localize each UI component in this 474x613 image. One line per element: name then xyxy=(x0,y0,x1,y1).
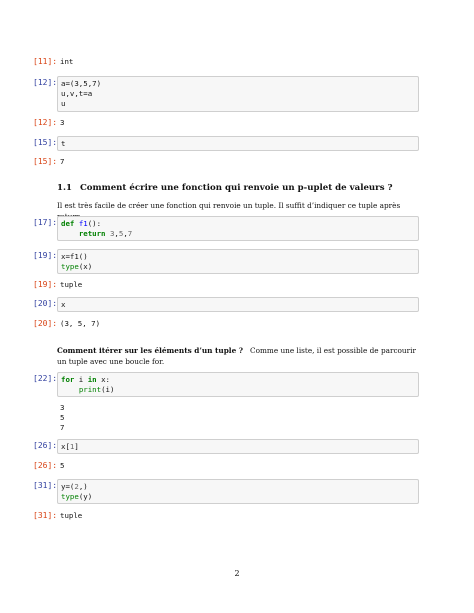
output-cell xyxy=(33,57,419,69)
code-editor[interactable] xyxy=(57,216,419,241)
code-editor[interactable] xyxy=(57,249,419,274)
input-prompt: [19]: xyxy=(33,251,58,260)
code-editor[interactable] xyxy=(57,297,419,312)
section-number: 1.1 xyxy=(57,183,72,193)
paragraph-text: Comme une liste, il est possible de parcourir un tuple avec une boucle for. xyxy=(57,346,416,366)
return-values: 3 xyxy=(109,229,115,238)
code-cell[interactable] xyxy=(33,439,419,454)
paragraph xyxy=(57,345,419,367)
code-line: x[1] xyxy=(61,442,79,451)
code-line: def f1(): xyxy=(61,219,102,228)
code-line: a=(3,5,7) xyxy=(61,79,102,88)
code-cell[interactable] xyxy=(33,479,419,504)
code-line: x xyxy=(61,300,66,309)
output-text: tuple xyxy=(60,511,83,520)
code-editor[interactable] xyxy=(57,372,419,397)
input-prompt: [31]: xyxy=(33,481,58,490)
code-line: for i in x: xyxy=(61,375,110,384)
input-prompt: [12]: xyxy=(33,78,58,87)
code-line: print(i) xyxy=(78,385,115,394)
output-cell xyxy=(33,511,419,523)
output-prompt: [11]: xyxy=(33,57,58,66)
builtin-print: print xyxy=(78,385,102,394)
code-line: return 3,5,7 xyxy=(78,229,133,238)
output-prompt: [31]: xyxy=(33,511,58,520)
code-editor[interactable] xyxy=(57,76,419,112)
output-prompt: [20]: xyxy=(33,319,58,328)
code-editor[interactable] xyxy=(57,136,419,151)
keyword-return: return xyxy=(78,229,106,238)
code-line: type(y) xyxy=(61,492,93,501)
code-line: x=f1() xyxy=(61,252,88,261)
section-heading xyxy=(57,182,393,194)
input-prompt: [15]: xyxy=(33,138,58,147)
input-prompt: [26]: xyxy=(33,441,58,450)
keyword-in: in xyxy=(87,375,97,384)
function-name: f1 xyxy=(78,219,88,228)
output-text: tuple xyxy=(60,280,83,289)
output-prompt: [15]: xyxy=(33,157,58,166)
code-line: u xyxy=(61,99,66,108)
stream-text: 3 5 7 xyxy=(60,403,65,432)
code-cell[interactable] xyxy=(33,76,419,112)
builtin-type: type xyxy=(61,262,79,271)
stream-output xyxy=(33,403,419,435)
keyword-for: for xyxy=(61,375,75,384)
paragraph-lead: Comment itérer sur les éléments d’un tuple ? xyxy=(57,346,244,355)
code-cell[interactable] xyxy=(33,216,419,241)
section-title: Comment écrire une fonction qui renvoie un p-uplet de valeurs ? xyxy=(79,183,393,193)
output-text: 3 xyxy=(60,118,65,127)
output-cell xyxy=(33,118,419,130)
output-cell xyxy=(33,461,419,473)
output-text: int xyxy=(60,57,74,66)
code-cell[interactable] xyxy=(33,249,419,274)
paragraph: Il est très facile de créer une fonction qui renvoie un tuple. Il suffit d’indiquer ce tuple après xyxy=(57,201,401,210)
output-prompt: [19]: xyxy=(33,280,58,289)
output-cell xyxy=(33,157,419,169)
input-prompt: [20]: xyxy=(33,299,58,308)
page-number: 2 xyxy=(234,569,240,578)
code-cell[interactable] xyxy=(33,136,419,151)
keyword-def: def xyxy=(61,219,75,228)
code-line: u,v,t=a xyxy=(61,89,93,98)
builtin-type: type xyxy=(61,492,79,501)
output-text: 5 xyxy=(60,461,65,470)
output-text: 7 xyxy=(60,157,65,166)
code-line: t xyxy=(61,139,66,148)
output-prompt: [12]: xyxy=(33,118,58,127)
output-cell xyxy=(33,319,419,331)
output-text: (3, 5, 7) xyxy=(60,319,101,328)
code-cell[interactable] xyxy=(33,297,419,312)
code-cell[interactable] xyxy=(33,372,419,397)
code-line: y=(2,) xyxy=(61,482,88,491)
output-prompt: [26]: xyxy=(33,461,58,470)
code-line: type(x) xyxy=(61,262,93,271)
output-cell xyxy=(33,280,419,292)
input-prompt: [22]: xyxy=(33,374,58,383)
code-editor[interactable] xyxy=(57,479,419,504)
input-prompt: [17]: xyxy=(33,218,58,227)
code-editor[interactable] xyxy=(57,439,419,454)
